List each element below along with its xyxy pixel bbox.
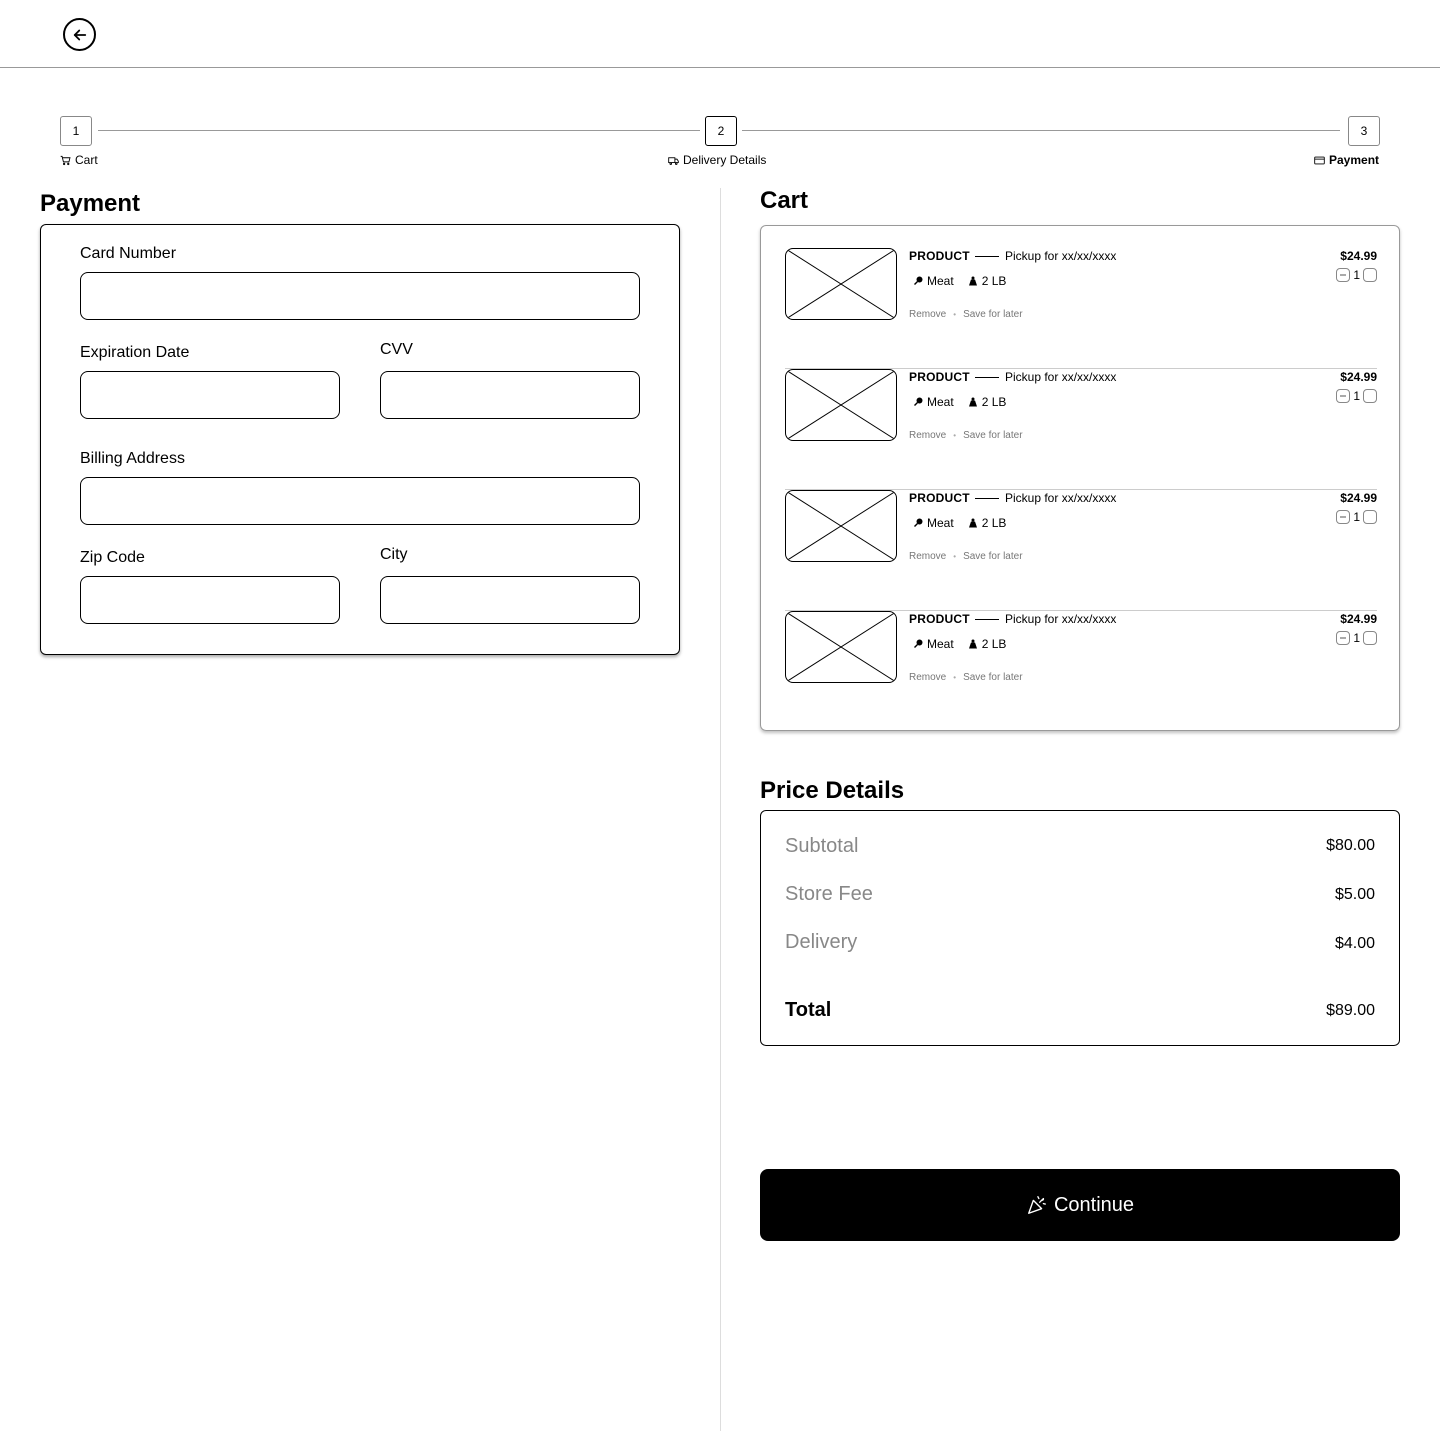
product-image-placeholder[interactable] [785, 490, 897, 562]
store-fee-value: $5.00 [1334, 886, 1375, 903]
product-image-placeholder[interactable] [785, 248, 897, 320]
product-meta [913, 516, 1006, 530]
action-separator: • [953, 552, 957, 561]
credit-card-icon [1314, 155, 1325, 166]
delivery-value: $4.00 [1334, 935, 1375, 952]
expiration-date-input[interactable] [80, 371, 340, 419]
product-actions [909, 551, 1023, 562]
step-2-label [668, 153, 766, 167]
remove-link[interactable]: Remove [909, 672, 947, 683]
drumstick-icon [913, 639, 923, 649]
cart-item [785, 490, 1377, 611]
truck-icon [668, 155, 679, 166]
product-weight: 2 LB [981, 274, 1007, 288]
decrease-quantity-button[interactable] [1336, 631, 1350, 645]
zip-code-input[interactable] [80, 576, 340, 624]
product-actions [909, 672, 1023, 683]
product-price: $24.99 [1340, 612, 1377, 626]
step-1-label [60, 153, 98, 167]
product-price: $24.99 [1340, 370, 1377, 384]
action-separator: • [953, 673, 957, 682]
product-category: Meat [927, 637, 954, 651]
minus-icon [1339, 513, 1347, 521]
increase-quantity-button[interactable] [1363, 631, 1377, 645]
cart-item [785, 248, 1377, 369]
product-pickup: Pickup for xx/xx/xxxx [1005, 249, 1117, 263]
weight-icon [968, 518, 978, 528]
subtotal-value: $80.00 [1326, 837, 1375, 854]
checkout-stepper [0, 0, 1440, 180]
step-connector [98, 130, 700, 131]
save-for-later-link[interactable]: Save for later [963, 309, 1023, 320]
weight-icon [968, 639, 978, 649]
save-for-later-link[interactable]: Save for later [963, 672, 1023, 683]
payment-title: Payment [40, 190, 141, 217]
drumstick-icon [913, 518, 923, 528]
product-category: Meat [927, 516, 954, 530]
quantity-value: 1 [1353, 268, 1360, 282]
delivery-label: Delivery [785, 931, 858, 953]
continue-button[interactable] [760, 1169, 1400, 1241]
cvv-label: CVV [380, 341, 413, 358]
decrease-quantity-button[interactable] [1336, 510, 1350, 524]
billing-address-label: Billing Address [80, 450, 185, 467]
product-meta [913, 637, 1006, 651]
payment-form [40, 224, 680, 655]
step-3-box[interactable]: 3 [1348, 116, 1380, 146]
city-input[interactable] [380, 576, 640, 624]
subtotal-label: Subtotal [785, 835, 859, 857]
card-number-input[interactable] [80, 272, 640, 320]
step-1-box[interactable]: 1 [60, 116, 92, 146]
product-name: PRODUCT [909, 612, 970, 626]
zip-code-label: Zip Code [80, 549, 145, 566]
product-name: PRODUCT [909, 249, 970, 263]
decrease-quantity-button[interactable] [1336, 389, 1350, 403]
drumstick-icon [913, 397, 923, 407]
step-connector [742, 130, 1340, 131]
quantity-stepper [1336, 268, 1377, 282]
cvv-input[interactable] [380, 371, 640, 419]
cart-item [785, 611, 1377, 732]
minus-icon [1339, 634, 1347, 642]
continue-label: Continue [1053, 1193, 1135, 1216]
decrease-quantity-button[interactable] [1336, 268, 1350, 282]
quantity-stepper [1336, 510, 1377, 524]
card-number-label: Card Number [80, 245, 177, 262]
product-meta [913, 395, 1006, 409]
product-separator [975, 498, 999, 499]
price-details-card [760, 810, 1400, 1046]
product-price: $24.99 [1340, 491, 1377, 505]
product-pickup: Pickup for xx/xx/xxxx [1005, 491, 1117, 505]
action-separator: • [953, 431, 957, 440]
step-3-text: Payment [1329, 153, 1380, 167]
product-name: PRODUCT [909, 370, 970, 384]
remove-link[interactable]: Remove [909, 430, 947, 441]
price-details-title: Price Details [760, 777, 905, 804]
expiration-date-label: Expiration Date [80, 344, 190, 361]
cart-icon [60, 155, 71, 166]
cart-item [785, 369, 1377, 490]
product-weight: 2 LB [981, 395, 1007, 409]
step-3-label [1314, 153, 1379, 167]
column-divider [720, 188, 721, 1431]
weight-icon [968, 397, 978, 407]
action-separator: • [953, 310, 957, 319]
increase-quantity-button[interactable] [1363, 510, 1377, 524]
product-image-placeholder[interactable] [785, 369, 897, 441]
minus-icon [1339, 271, 1347, 279]
product-weight: 2 LB [981, 637, 1007, 651]
product-separator [975, 256, 999, 257]
total-value: $89.00 [1326, 1002, 1375, 1019]
minus-icon [1339, 392, 1347, 400]
increase-quantity-button[interactable] [1363, 389, 1377, 403]
product-pickup: Pickup for xx/xx/xxxx [1005, 370, 1117, 384]
quantity-value: 1 [1353, 631, 1360, 645]
weight-icon [968, 276, 978, 286]
quantity-value: 1 [1353, 510, 1360, 524]
image-placeholder-icon [786, 612, 896, 682]
product-actions [909, 430, 1023, 441]
remove-link[interactable]: Remove [909, 309, 947, 320]
product-name: PRODUCT [909, 491, 970, 505]
cart-title: Cart [760, 187, 809, 214]
image-placeholder-icon [786, 370, 896, 440]
store-fee-label: Store Fee [785, 883, 873, 905]
product-separator [975, 377, 999, 378]
product-weight: 2 LB [981, 516, 1007, 530]
step-2-box[interactable]: 2 [705, 116, 737, 146]
product-meta [913, 274, 1006, 288]
quantity-stepper [1336, 389, 1377, 403]
increase-quantity-button[interactable] [1363, 268, 1377, 282]
image-placeholder-icon [786, 249, 896, 319]
billing-address-input[interactable] [80, 477, 640, 525]
quantity-value: 1 [1353, 389, 1360, 403]
step-2-text: Delivery Details [683, 153, 767, 167]
product-image-placeholder[interactable] [785, 611, 897, 683]
drumstick-icon [913, 276, 923, 286]
quantity-stepper [1336, 631, 1377, 645]
party-popper-icon [1026, 1194, 1048, 1216]
city-label: City [380, 546, 408, 563]
product-pickup: Pickup for xx/xx/xxxx [1005, 612, 1117, 626]
total-label: Total [785, 999, 832, 1021]
save-for-later-link[interactable]: Save for later [963, 551, 1023, 562]
product-separator [975, 619, 999, 620]
image-placeholder-icon [786, 491, 896, 561]
remove-link[interactable]: Remove [909, 551, 947, 562]
product-price: $24.99 [1340, 249, 1377, 263]
cart-list [760, 225, 1400, 731]
product-actions [909, 309, 1023, 320]
product-category: Meat [927, 274, 954, 288]
product-category: Meat [927, 395, 954, 409]
save-for-later-link[interactable]: Save for later [963, 430, 1023, 441]
step-1-text: Cart [75, 153, 98, 167]
